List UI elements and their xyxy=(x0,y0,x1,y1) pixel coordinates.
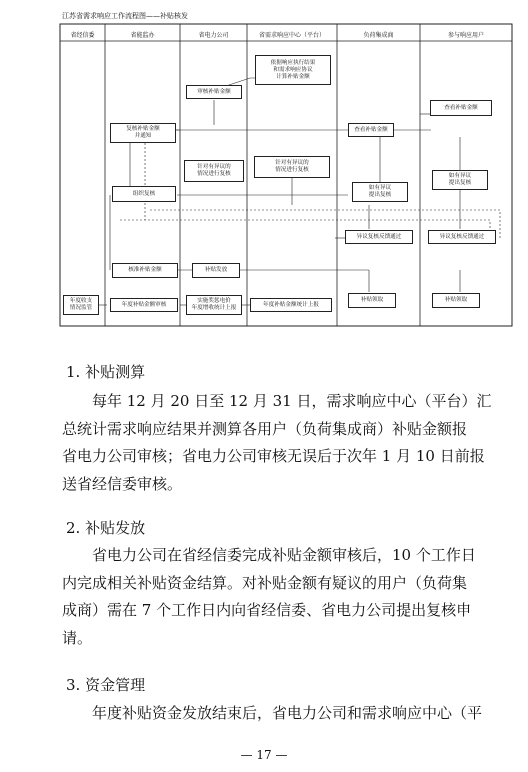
organize-review-box: 组织复核 xyxy=(112,186,176,202)
compute-subsidy-box: 依据响应执行结果 和需求响应协议 计算补贴金额 xyxy=(255,55,331,85)
annual-audit-box: 年度补贴金额审核 xyxy=(110,298,178,312)
paragraph-line: 请。 xyxy=(62,628,93,647)
report-penalty-pricing-box: 实施奖惩电价 年度增收统计上报 xyxy=(186,295,242,315)
section-body-2 xyxy=(62,542,512,652)
feedback-user-box: 异议复核反馈通过 xyxy=(428,230,496,244)
paragraph-line: 送省经信委审核。 xyxy=(62,474,183,493)
submit-amount-box: 审核补贴金额 xyxy=(186,85,242,99)
lane-header-power-company: 省电力公司 xyxy=(198,31,229,39)
lane-header-participating-user: 参与响应用户 xyxy=(447,31,484,39)
paragraph-line: 总统计需求响应结果并测算各用户（负荷集成商）补贴金额报 xyxy=(62,419,468,438)
paragraph-line: 成商）需在 7 个工作日内向省经信委、省电力公司提出复核申 xyxy=(62,601,472,619)
approve-subsidy-box: 核准补贴金额 xyxy=(112,263,178,278)
page-number: — 17 — xyxy=(240,748,288,762)
lane-header-economic-commission: 省经信委 xyxy=(70,31,95,39)
paragraph-line: 年度补贴资金发放结束后，省电力公司和需求响应中心（平 xyxy=(92,704,483,722)
review-amount-box: 复核补贴金额 并通知 xyxy=(110,123,176,143)
section-body-3 xyxy=(62,700,512,728)
paragraph-line: 省电力公司在省经信委完成补贴金额审核后，10 个工作日 xyxy=(92,546,476,564)
section-body-1 xyxy=(62,388,512,498)
check-subsidy-aggregator-box: 查看补贴金额 xyxy=(348,123,394,137)
check-subsidy-user-box: 查看补贴金额 xyxy=(430,100,492,116)
section-heading-3: 3. 资金管理 xyxy=(66,676,146,694)
lane-header-load-aggregator: 负荷集成商 xyxy=(363,31,394,39)
figure-title: 江苏省需求响应工作流程图——补贴核发 xyxy=(62,12,188,20)
paragraph-line: 内完成相关补贴资金结算。对补贴金额有疑议的用户（负荷集 xyxy=(62,573,468,592)
objection-user-box: 如有异议 提出复核 xyxy=(432,170,488,190)
handle-objection-power-box: 针对有异议的 情况进行复核 xyxy=(184,160,244,182)
annual-statistics-box: 年度补贴金额统计上报 xyxy=(250,298,332,312)
objection-aggregator-box: 如有异议 提出复核 xyxy=(352,182,408,202)
lane-header-energy-regulator: 省能监办 xyxy=(130,31,155,39)
section-heading-2: 2. 补贴发放 xyxy=(66,519,146,537)
annual-supervision-box: 年度收支 情况监管 xyxy=(63,295,99,315)
flowchart xyxy=(0,0,528,340)
feedback-aggregator-box: 异议复核反馈通过 xyxy=(345,230,413,244)
receive-user-box: 补贴领取 xyxy=(432,293,480,308)
receive-aggregator-box: 补贴领取 xyxy=(348,293,396,308)
paragraph-line: 每年 12 月 20 日至 12 月 31 日，需求响应中心（平台）汇 xyxy=(92,392,492,410)
handle-objection-center-box: 针对有异议的 情况进行复核 xyxy=(254,156,330,178)
paragraph-line: 省电力公司审核；省电力公司审核无误后于次年 1 月 10 日前报 xyxy=(62,447,485,465)
section-heading-1: 1. 补贴测算 xyxy=(66,363,146,381)
distribute-subsidy-box: 补贴发放 xyxy=(192,263,240,278)
lane-header-dr-center: 省需求响应中心（平台） xyxy=(258,31,325,39)
